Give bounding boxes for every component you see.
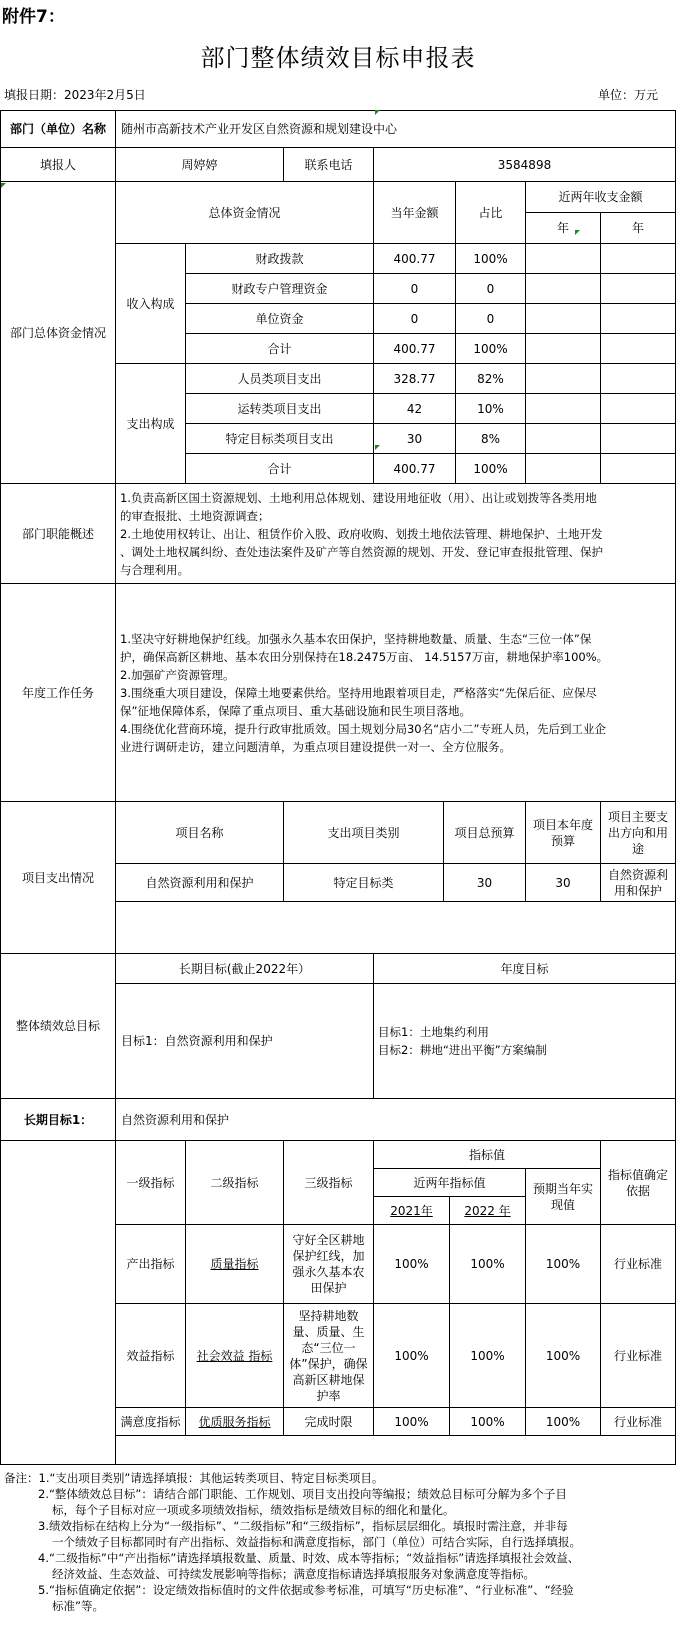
project-category-header: 支出项目类别 bbox=[284, 802, 444, 864]
year1-header: 年 bbox=[526, 213, 601, 244]
tasks-line: 护，确保高新区耕地、基本农田分别保持在18.2475万亩、 14.5157万亩，耕地保护率100%。 bbox=[120, 649, 609, 664]
value-2022-cell: 100% bbox=[450, 1408, 526, 1436]
page-title: 部门整体绩效目标申报表 bbox=[200, 44, 476, 72]
level1-cell: 效益指标 bbox=[116, 1304, 186, 1408]
recent-two-years-header: 近两年收支金额 bbox=[526, 182, 676, 213]
comment-marker-icon bbox=[375, 445, 380, 450]
tasks-line: 1.坚决守好耕地保护红线。加强永久基本农田保护，坚持耕地数量、质量、生态“三位一体”保 bbox=[120, 631, 592, 646]
performance-table bbox=[0, 110, 676, 1465]
expense-item-name: 人员类项目支出 bbox=[186, 364, 374, 394]
tasks-line: 业进行调研走访，建立问题清单，为重点项目建设提供一对一、全方位服务。 bbox=[120, 739, 511, 754]
filler-name: 周婷婷 bbox=[116, 148, 284, 182]
goals-label: 整体绩效总目标 bbox=[0, 954, 116, 1099]
duties-line: 、调处土地权属纠纷、查处违法案件及矿产等自然资源的规划、开发、登记审查报批管理、保护 bbox=[120, 544, 603, 559]
projects-label: 项目支出情况 bbox=[0, 802, 116, 954]
value-2022-cell: 100% bbox=[450, 1304, 526, 1408]
level3-header: 三级指标 bbox=[284, 1141, 374, 1225]
tasks-line: 保”征地保障体系，保障了重点项目、重大基础设施和民生项目落地。 bbox=[120, 703, 471, 718]
value-2021-cell: 100% bbox=[374, 1408, 450, 1436]
year2-cell bbox=[601, 364, 676, 394]
tasks-label: 年度工作任务 bbox=[0, 584, 116, 802]
basis-cell: 行业标准 bbox=[601, 1408, 676, 1436]
level2-header: 二级指标 bbox=[186, 1141, 284, 1225]
current-amount-header: 当年金额 bbox=[374, 182, 456, 244]
level1-cell: 产出指标 bbox=[116, 1225, 186, 1304]
year2-header: 年 bbox=[601, 213, 676, 244]
level3-cell: 完成时限 bbox=[284, 1408, 374, 1436]
dept-label: 部门（单位）名称 bbox=[0, 110, 116, 148]
phone-label: 联系电话 bbox=[284, 148, 374, 182]
year2-cell bbox=[601, 334, 676, 364]
expense-item-ratio: 8% bbox=[456, 424, 526, 454]
value-2021-cell: 100% bbox=[374, 1225, 450, 1304]
note-line: 备注：1.“支出项目类别”请选择填报：其他运转类项目、特定目标类项目。 bbox=[4, 1471, 384, 1485]
tasks-line: 2.加强矿产资源管理。 bbox=[120, 667, 235, 682]
income-item-name: 财政拨款 bbox=[186, 244, 374, 274]
fill-date: 填报日期：2023年2月5日 bbox=[4, 88, 146, 102]
year2-cell bbox=[601, 454, 676, 484]
year1-cell bbox=[526, 424, 601, 454]
note-line: 标准”等。 bbox=[52, 1599, 104, 1613]
year1-cell bbox=[526, 454, 601, 484]
year2-cell bbox=[601, 304, 676, 334]
long-term-goal-header: 长期目标(截止2022年） bbox=[116, 954, 374, 984]
basis-cell: 行业标准 bbox=[601, 1304, 676, 1408]
year-2021-header: 2021年 bbox=[374, 1197, 450, 1225]
project-usage: 自然资源利用和保护 bbox=[601, 864, 676, 902]
notes bbox=[4, 1470, 672, 1614]
expense-total-ratio: 100% bbox=[456, 454, 526, 484]
dept-name: 随州市高新技术产业开发区自然资源和规划建设中心 bbox=[116, 110, 676, 148]
duties-line: 2.土地使用权转让、出让、租赁作价入股、政府收购、划拨土地依法管理、耕地保护、土地开发 bbox=[120, 526, 603, 541]
tasks-text bbox=[116, 584, 676, 802]
project-annual-budget: 30 bbox=[526, 864, 601, 902]
note-line: 2.“整体绩效总目标”：请结合部门职能、工作规划、项目支出投向等编报；绩效总目标可分解为多个子目 bbox=[38, 1487, 567, 1501]
income-item-ratio: 0 bbox=[456, 304, 526, 334]
project-category: 特定目标类 bbox=[284, 864, 444, 902]
duties-line: 与合理利用。 bbox=[120, 562, 189, 577]
level1-header: 一级指标 bbox=[116, 1141, 186, 1225]
note-line: 4.“二级指标”中“产出指标”请选择填报数量、质量、时效、成本等指标；“效益指标”请选择填报社会效益、 bbox=[38, 1551, 580, 1565]
year1-cell bbox=[526, 304, 601, 334]
comment-marker-icon bbox=[375, 110, 380, 115]
duties-line: 1.负责高新区国土资源规划、土地利用总体规划、建设用地征收（用）、出让或划拨等各类用地 bbox=[120, 490, 597, 505]
note-line: 5.“指标值确定依据”：设定绩效指标值时的文件依据或参考标准，可填写“历史标准”、“行业标准”、“经验 bbox=[38, 1583, 574, 1597]
phone-value: 3584898 bbox=[374, 148, 676, 182]
level2-cell: 社会效益 指标 bbox=[186, 1304, 284, 1408]
unit-label: 单位：万元 bbox=[597, 88, 658, 102]
note-line: 经济效益、生态效益、可持续发展影响等指标；满意度指标请选择填报服务对象满意度等指标。 bbox=[52, 1567, 535, 1581]
income-item-amount: 0 bbox=[374, 274, 456, 304]
income-item-ratio: 0 bbox=[456, 274, 526, 304]
year2-cell bbox=[601, 274, 676, 304]
year1-cell bbox=[526, 394, 601, 424]
expense-item-ratio: 82% bbox=[456, 364, 526, 394]
basis-cell: 行业标准 bbox=[601, 1225, 676, 1304]
value-2022-cell: 100% bbox=[450, 1225, 526, 1304]
long-term-goal-text: 目标1：自然资源利用和保护 bbox=[116, 984, 374, 1099]
expected-cell: 100% bbox=[526, 1225, 601, 1304]
basis-header: 指标值确定依据 bbox=[601, 1141, 676, 1225]
income-total-name: 合计 bbox=[186, 334, 374, 364]
year1-cell bbox=[526, 244, 601, 274]
level3-cell: 守好全区耕地保护红线，加强永久基本农田保护 bbox=[284, 1225, 374, 1304]
tasks-line: 3.围绕重大项目建设，保障土地要素供给。坚持用地跟着项目走，严格落实“先保后征、应保尽 bbox=[120, 685, 597, 700]
comment-marker-icon bbox=[1, 183, 6, 188]
income-item-name: 单位资金 bbox=[186, 304, 374, 334]
comment-marker-icon bbox=[575, 230, 580, 235]
income-total-amount: 400.77 bbox=[374, 334, 456, 364]
income-item-amount: 0 bbox=[374, 304, 456, 334]
expense-item-name: 运转类项目支出 bbox=[186, 394, 374, 424]
level3-cell: 坚持耕地数量、质量、生态“三位一体”保护，确保高新区耕地保护率 bbox=[284, 1304, 374, 1408]
long-term-1-label: 长期目标1： bbox=[0, 1099, 116, 1141]
income-item-ratio: 100% bbox=[456, 244, 526, 274]
expense-item-amount: 42 bbox=[374, 394, 456, 424]
expected-cell: 100% bbox=[526, 1408, 601, 1436]
funds-section-label: 部门总体资金情况 bbox=[0, 182, 116, 484]
long-term-1-value: 自然资源利用和保护 bbox=[116, 1099, 676, 1141]
table-bottom-blank bbox=[116, 1436, 676, 1465]
duties-text bbox=[116, 484, 676, 584]
expense-total-amount: 400.77 bbox=[374, 454, 456, 484]
annual-goal-line: 目标2：耕地“进出平衡”方案编制 bbox=[378, 1043, 547, 1057]
expense-label: 支出构成 bbox=[116, 364, 186, 484]
expense-total-name: 合计 bbox=[186, 454, 374, 484]
level1-cell: 满意度指标 bbox=[116, 1408, 186, 1436]
income-total-ratio: 100% bbox=[456, 334, 526, 364]
project-total-budget: 30 bbox=[444, 864, 526, 902]
attachment-label: 附件7： bbox=[2, 7, 65, 27]
filler-label: 填报人 bbox=[0, 148, 116, 182]
expense-item-amount: 328.77 bbox=[374, 364, 456, 394]
recent-values-header: 近两年指标值 bbox=[374, 1169, 526, 1197]
duties-line: 的审查报批、土地资源调查； bbox=[120, 508, 270, 523]
year1-cell bbox=[526, 334, 601, 364]
overall-funds-header: 总体资金情况 bbox=[116, 182, 374, 244]
year2-cell bbox=[601, 244, 676, 274]
note-line: 3.绩效指标在结构上分为“一级指标”、“二级指标”和“三级指标”，指标层层细化。填报时需注意，并非每 bbox=[38, 1519, 568, 1533]
tasks-line: 4.围绕优化营商环境，提升行政审批质效。国土规划分局30名“店小二”专班人员，先后到工业企 bbox=[120, 721, 607, 736]
annual-goal-line: 目标1：土地集约利用 bbox=[378, 1025, 489, 1039]
expected-value-header: 预期当年实现值 bbox=[526, 1169, 601, 1225]
annual-goal-text bbox=[374, 984, 676, 1099]
income-item-amount: 400.77 bbox=[374, 244, 456, 274]
expense-item-amount: 30 bbox=[374, 424, 456, 454]
duties-label: 部门职能概述 bbox=[0, 484, 116, 584]
annual-goal-header: 年度目标 bbox=[374, 954, 676, 984]
year-2022-header: 2022 年 bbox=[450, 1197, 526, 1225]
expense-item-ratio: 10% bbox=[456, 394, 526, 424]
level2-cell: 优质服务指标 bbox=[186, 1408, 284, 1436]
note-line: 标，每个子目标对应一项或多项绩效指标，绩效指标是绩效目标的细化和量化。 bbox=[52, 1503, 455, 1517]
expected-cell: 100% bbox=[526, 1304, 601, 1408]
value-2021-cell: 100% bbox=[374, 1304, 450, 1408]
ratio-header: 占比 bbox=[456, 182, 526, 244]
project-blank-row bbox=[116, 902, 676, 954]
indicators-side-cell bbox=[0, 1141, 116, 1465]
year1-cell bbox=[526, 274, 601, 304]
income-item-name: 财政专户管理资金 bbox=[186, 274, 374, 304]
year1-cell bbox=[526, 364, 601, 394]
year2-cell bbox=[601, 394, 676, 424]
project-usage-header: 项目主要支出方向和用途 bbox=[601, 802, 676, 864]
level2-cell: 质量指标 bbox=[186, 1225, 284, 1304]
indicator-value-header: 指标值 bbox=[374, 1141, 601, 1169]
project-annual-budget-header: 项目本年度预算 bbox=[526, 802, 601, 864]
project-total-budget-header: 项目总预算 bbox=[444, 802, 526, 864]
income-label: 收入构成 bbox=[116, 244, 186, 364]
project-name-header: 项目名称 bbox=[116, 802, 284, 864]
note-line: 一个绩效子目标都同时有产出指标、效益指标和满意度指标，部门（单位）可结合实际，自行选择填报。 bbox=[52, 1535, 581, 1549]
project-name: 自然资源利用和保护 bbox=[116, 864, 284, 902]
expense-item-name: 特定目标类项目支出 bbox=[186, 424, 374, 454]
year2-cell bbox=[601, 424, 676, 454]
